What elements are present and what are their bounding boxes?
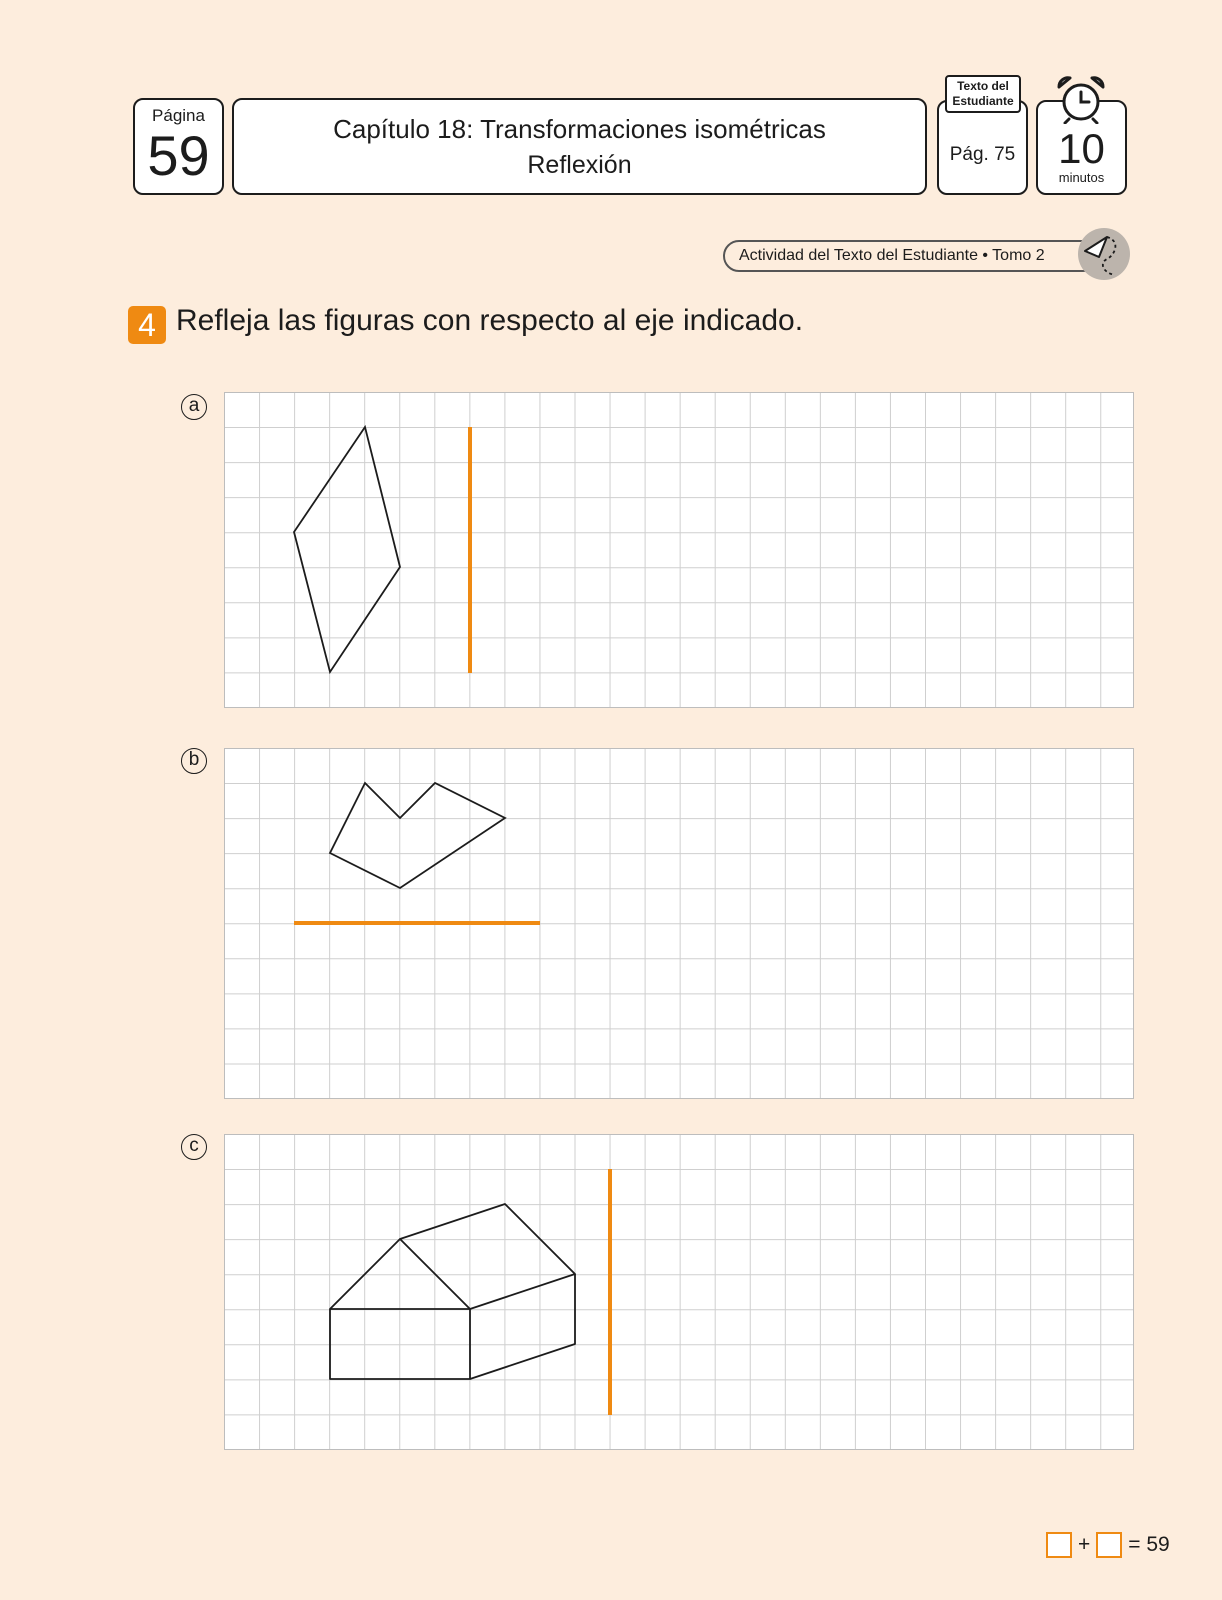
textbook-reference-box: [937, 100, 1028, 195]
book-icon: [945, 75, 1021, 113]
exercise-number: 4: [128, 306, 166, 344]
textbook-badge-line2: Estudiante: [952, 94, 1014, 108]
plus-sign: +: [1078, 1533, 1091, 1556]
footer-equation: [1046, 1532, 1176, 1558]
chapter-subtitle: Reflexión: [527, 151, 632, 179]
activity-tag: Actividad del Texto del Estudiante • Tomo 2: [723, 240, 1099, 272]
item-label-c: c: [181, 1134, 207, 1160]
grid-a[interactable]: [224, 392, 1134, 708]
alarm-clock-icon: [1053, 74, 1109, 124]
blank-box-2[interactable]: [1096, 1532, 1122, 1558]
exercise-instruction: Refleja las figuras con respecto al eje indicado.: [176, 304, 804, 337]
grid-b[interactable]: [224, 748, 1134, 1099]
equals-result: = 59: [1128, 1533, 1170, 1556]
textbook-page: Pág. 75: [949, 144, 1016, 165]
item-label-a: a: [181, 394, 207, 420]
page-number: 59: [147, 124, 210, 187]
textbook-badge-line1: Texto del: [957, 79, 1009, 93]
page-number-box: [133, 98, 224, 195]
chapter-title-box: [232, 98, 927, 195]
grid-lines: [224, 1134, 1134, 1450]
page-label: Página: [152, 106, 205, 125]
paper-plane-icon: [1077, 227, 1131, 281]
item-label-b: b: [181, 748, 207, 774]
grid-lines: [224, 392, 1134, 708]
time-value: 10: [1058, 125, 1105, 172]
time-unit: minutos: [1058, 170, 1105, 185]
chapter-title: Capítulo 18: Transformaciones isométricas: [333, 114, 826, 144]
blank-box-1[interactable]: [1046, 1532, 1072, 1558]
grid-c[interactable]: [224, 1134, 1134, 1450]
